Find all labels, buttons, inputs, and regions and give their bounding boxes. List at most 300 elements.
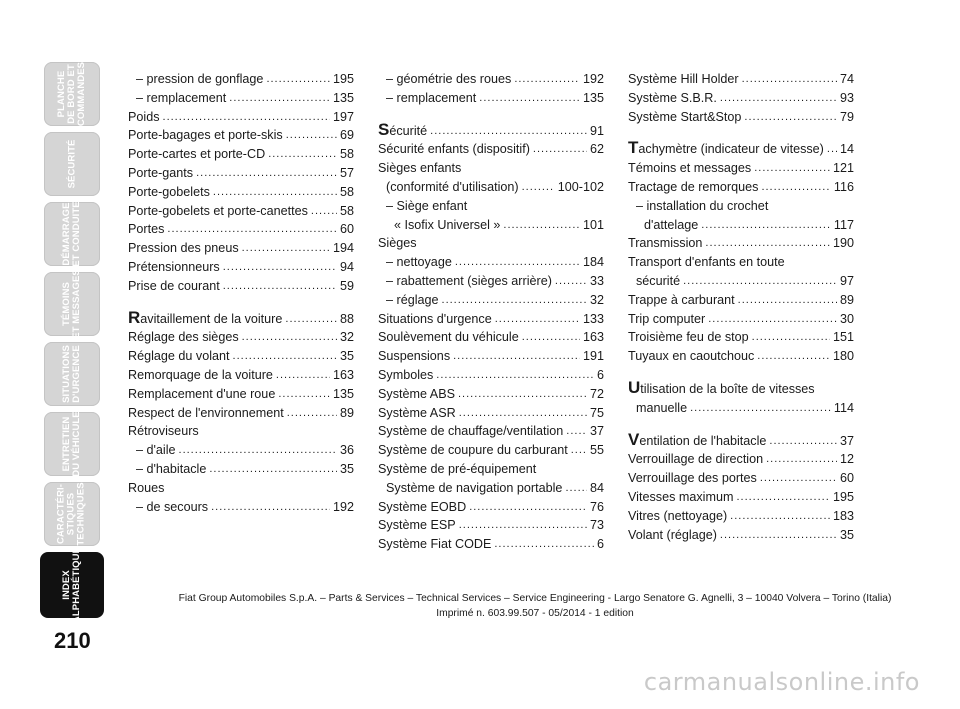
entry-label: Sièges	[378, 236, 417, 251]
entry-text	[628, 255, 785, 269]
dot-leader	[701, 216, 831, 235]
entry-label: écurité	[389, 123, 428, 138]
dot-leader	[522, 178, 555, 197]
entry-page: 101	[582, 217, 604, 232]
dot-leader	[720, 89, 837, 108]
entry-label: Porte-gobelets et porte-canettes	[128, 203, 308, 218]
entry-text	[628, 178, 758, 197]
entry-page: 89	[339, 405, 354, 420]
entry-label: Système ABS	[378, 386, 455, 401]
index-entry[interactable]	[128, 498, 354, 517]
dot-leader	[233, 347, 337, 366]
index-entry[interactable]	[378, 140, 604, 159]
entry-label: Symboles	[378, 367, 434, 382]
entry-page: 114	[833, 400, 854, 415]
dot-leader	[276, 366, 330, 385]
dot-leader	[459, 516, 587, 535]
tab-label: TÉMOINS ET MESSAGES	[61, 269, 83, 339]
entry-text	[378, 404, 456, 423]
section-initial: V	[628, 429, 640, 449]
entry-page: 117	[833, 217, 854, 232]
entry-text	[136, 498, 208, 517]
tab-temoins[interactable]	[44, 269, 100, 339]
entry-text	[394, 216, 500, 235]
entry-text	[378, 535, 491, 554]
entry-page: 74	[839, 72, 854, 86]
section-initial: U	[628, 377, 641, 397]
index-entry[interactable]	[128, 220, 354, 239]
entry-label: Vitesses maximum	[628, 489, 734, 504]
entry-page: 93	[839, 90, 854, 105]
dot-leader	[436, 366, 594, 385]
index-entry[interactable]	[628, 159, 854, 178]
entry-text	[378, 236, 417, 250]
index-entry[interactable]	[128, 70, 354, 89]
dot-leader	[827, 140, 837, 159]
entry-text	[628, 291, 735, 310]
entry-text	[628, 328, 749, 347]
entry-text	[128, 347, 230, 366]
entry-page: 100-102	[557, 179, 604, 194]
tab-entretien[interactable]	[44, 412, 100, 476]
entry-label: Vitres (nettoyage)	[628, 508, 728, 523]
index-entry[interactable]	[628, 347, 854, 366]
entry-text	[378, 385, 455, 404]
entry-page: 192	[582, 72, 604, 86]
index-entry[interactable]	[128, 277, 354, 296]
entry-label: Suspensions	[378, 349, 451, 364]
entry-label: – réglage	[386, 292, 439, 307]
index-entry[interactable]	[128, 404, 354, 423]
dot-leader	[455, 253, 580, 272]
entry-page: 190	[832, 236, 854, 251]
entry-text	[378, 462, 536, 476]
dot-leader	[494, 535, 594, 554]
index-entry[interactable]	[378, 385, 604, 404]
entry-label: Système ESP	[378, 518, 456, 533]
entry-label: Remplacement d'une roue	[128, 386, 276, 401]
index-entry[interactable]	[128, 145, 354, 164]
section-initial: R	[128, 307, 141, 327]
entry-label: – Siège enfant	[386, 198, 468, 213]
dot-leader	[268, 145, 337, 164]
entry-text	[128, 385, 275, 404]
index-entry[interactable]	[128, 441, 354, 460]
dot-leader	[286, 126, 337, 145]
entry-text	[386, 272, 552, 291]
entry-page: 91	[589, 123, 604, 138]
tab-label: PLANCHE DE BORD ET COMMANDES	[56, 61, 88, 127]
index-heading	[378, 197, 604, 216]
entry-page: 97	[839, 273, 854, 288]
entry-text	[378, 516, 456, 535]
entry-text	[628, 450, 763, 469]
entry-label: Soulèvement du véhicule	[378, 330, 519, 345]
entry-page: 192	[332, 499, 354, 514]
entry-page: 58	[339, 147, 354, 162]
entry-text	[128, 126, 283, 145]
dot-leader	[163, 108, 330, 127]
index-entry[interactable]	[128, 89, 354, 108]
entry-text	[628, 70, 739, 89]
entry-label: Trappe à carburant	[628, 292, 735, 307]
entry-label: Transport d'enfants en toute	[628, 255, 785, 270]
index-heading	[378, 234, 604, 253]
tab-index-alphabetique[interactable]	[40, 546, 104, 624]
entry-page: 135	[332, 90, 354, 105]
index-entry[interactable]	[628, 272, 854, 291]
dot-leader	[242, 328, 337, 347]
index-entry[interactable]	[128, 183, 354, 202]
entry-text	[128, 202, 308, 221]
entry-text	[136, 70, 263, 89]
index-heading	[628, 197, 854, 216]
entry-text	[628, 507, 727, 526]
index-entry[interactable]	[378, 216, 604, 235]
entry-label: Système Fiat CODE	[378, 537, 492, 552]
entry-label: avitaillement de la voiture	[140, 311, 283, 326]
entry-text	[136, 441, 176, 460]
index-entry[interactable]	[378, 366, 604, 385]
index-entry[interactable]	[628, 234, 854, 253]
entry-page: 135	[582, 90, 604, 105]
entry-text	[128, 258, 220, 277]
tab-securite[interactable]	[44, 132, 100, 196]
index-entry[interactable]	[628, 216, 854, 235]
index-entry[interactable]	[378, 441, 604, 460]
entry-text	[628, 347, 754, 366]
index-entry[interactable]	[628, 507, 854, 526]
index-entry[interactable]	[378, 272, 604, 291]
entry-text	[628, 377, 815, 397]
entry-text	[628, 526, 717, 545]
entry-page: 88	[339, 311, 354, 326]
entry-label: Système ASR	[378, 405, 456, 420]
watermark: carmanualsonline.info	[643, 668, 920, 696]
index-entry[interactable]	[128, 239, 354, 258]
dot-leader	[442, 291, 587, 310]
entry-page: 121	[832, 161, 854, 176]
entry-text	[628, 108, 741, 127]
index-column-3	[628, 70, 854, 544]
index-heading	[378, 460, 604, 479]
entry-label: Rétroviseurs	[128, 424, 199, 439]
entry-label: Système de pré-équipement	[378, 461, 537, 476]
entry-page: 163	[582, 330, 604, 345]
entry-label: Tuyaux en caoutchouc	[628, 349, 755, 364]
index-entry[interactable]	[378, 347, 604, 366]
index-entry[interactable]	[378, 328, 604, 347]
entry-label: – d'aile	[136, 443, 176, 458]
entry-text	[628, 139, 824, 159]
entry-text	[128, 239, 239, 258]
entry-label: Prise de courant	[128, 278, 220, 293]
index-entry[interactable]	[128, 258, 354, 277]
index-heading	[128, 422, 354, 441]
dot-leader	[453, 347, 580, 366]
entry-text	[128, 164, 193, 183]
dot-leader	[769, 432, 837, 451]
section-initial: T	[628, 138, 639, 158]
entry-label: Système S.B.R.	[628, 90, 717, 105]
dot-leader	[708, 310, 837, 329]
entry-text	[128, 277, 220, 296]
page-number: 210	[54, 628, 91, 653]
index-entry[interactable]	[628, 89, 854, 108]
entry-text	[378, 140, 530, 159]
dot-leader	[742, 70, 837, 89]
entry-label: Système de chauffage/ventilation	[378, 424, 564, 439]
section-gap	[628, 126, 854, 139]
entry-page: 72	[589, 386, 604, 401]
entry-label: achymètre (indicateur de vitesse)	[638, 142, 824, 157]
index-entry[interactable]	[128, 164, 354, 183]
entry-page: 30	[839, 311, 854, 326]
dot-leader	[744, 108, 837, 127]
index-heading	[128, 479, 354, 498]
entry-text	[378, 310, 492, 329]
index-entry[interactable]	[378, 535, 604, 554]
dot-leader	[211, 498, 330, 517]
footer-publisher: Fiat Group Automobiles S.p.A. – Parts & Services – Technical Services – Service Engineering - Largo Senatore G. Agnelli, 3 – 10040 Volvera – Torino (Italia)	[178, 593, 892, 604]
tab-demarrage[interactable]	[44, 202, 100, 266]
index-entry[interactable]	[628, 450, 854, 469]
index-entry[interactable]	[628, 488, 854, 507]
index-entry[interactable]	[628, 70, 854, 89]
index-entry[interactable]	[128, 126, 354, 145]
entry-text	[136, 89, 226, 108]
entry-page: 32	[339, 330, 354, 345]
entry-label: – remplacement	[386, 90, 477, 105]
index-entry[interactable]	[378, 516, 604, 535]
entry-label: – remplacement	[136, 90, 227, 105]
index-entry[interactable]	[628, 526, 854, 545]
entry-text	[378, 422, 563, 441]
index-entry[interactable]	[128, 108, 354, 127]
entry-label: entilation de l'habitacle	[639, 433, 767, 448]
entry-page: 60	[339, 222, 354, 237]
entry-text	[128, 424, 199, 438]
entry-text	[628, 89, 717, 108]
entry-page: 14	[839, 142, 854, 157]
entry-label: Pression des pneus	[128, 241, 239, 256]
tab-label: INDEX ALPHABÉTIQUE	[61, 546, 82, 624]
index-entry[interactable]	[628, 291, 854, 310]
entry-page: 59	[339, 278, 354, 293]
index-entry[interactable]	[378, 422, 604, 441]
index-entry[interactable]	[128, 385, 354, 404]
entry-text	[386, 199, 467, 213]
dot-leader	[223, 277, 337, 296]
tab-caracteristiques[interactable]	[44, 482, 100, 546]
entry-page: 94	[339, 259, 354, 274]
index-heading	[378, 159, 604, 178]
entry-page: 75	[589, 405, 604, 420]
dot-leader	[761, 178, 830, 197]
entry-label: Système Start&Stop	[628, 109, 742, 124]
dot-leader	[514, 70, 580, 89]
entry-page: 197	[332, 109, 354, 124]
entry-text	[378, 498, 466, 517]
entry-page: 69	[339, 128, 354, 143]
entry-page: 6	[596, 537, 604, 552]
dot-leader	[738, 291, 837, 310]
entry-label: Verrouillage de direction	[628, 452, 764, 467]
dot-leader	[459, 404, 587, 423]
dot-leader	[690, 399, 831, 418]
entry-page: 135	[332, 386, 354, 401]
index-entry[interactable]	[628, 178, 854, 197]
index-column-1	[128, 70, 354, 516]
entry-text	[386, 70, 511, 89]
index-heading	[628, 379, 854, 399]
dot-leader	[720, 526, 837, 545]
entry-page: 35	[339, 349, 354, 364]
index-entry[interactable]	[628, 310, 854, 329]
tab-label: ENTRETIEN DU VÉHICULE	[61, 411, 82, 477]
entry-label: Transmission	[628, 236, 703, 251]
dot-leader	[495, 310, 580, 329]
entry-label: – d'habitacle	[136, 461, 207, 476]
entry-label: manuelle	[636, 400, 688, 415]
entry-page: 55	[589, 443, 604, 458]
entry-page: 163	[332, 367, 354, 382]
index-entry[interactable]	[628, 431, 854, 451]
entry-label: Troisième feu de stop	[628, 330, 749, 345]
chapter-tabs	[40, 62, 104, 622]
entry-label: Système EOBD	[378, 499, 467, 514]
entry-label: Système de coupure du carburant	[378, 443, 568, 458]
entry-text	[636, 199, 768, 213]
entry-label: Sécurité enfants (dispositif)	[378, 142, 530, 157]
index-entry[interactable]	[128, 347, 354, 366]
section-gap	[628, 366, 854, 379]
entry-label: Porte-bagages et porte-skis	[128, 128, 283, 143]
entry-label: tilisation de la boîte de vitesses	[640, 381, 815, 396]
entry-page: 35	[839, 527, 854, 542]
entry-label: Respect de l'environnement	[128, 405, 284, 420]
tab-label: SÉCURITÉ	[66, 139, 77, 189]
dot-leader	[179, 441, 337, 460]
index-entry[interactable]	[628, 328, 854, 347]
entry-page: 194	[332, 241, 354, 256]
entry-text	[378, 161, 461, 175]
entry-page: 76	[589, 499, 604, 514]
entry-label: Roues	[128, 480, 165, 495]
index-entry[interactable]	[378, 253, 604, 272]
dot-leader	[196, 164, 337, 183]
entry-page: 35	[339, 461, 354, 476]
index-entry[interactable]	[128, 309, 354, 329]
index-entry[interactable]	[378, 89, 604, 108]
index-entry[interactable]	[128, 328, 354, 347]
index-entry[interactable]	[128, 366, 354, 385]
entry-label: – rabattement (sièges arrière)	[386, 273, 552, 288]
tab-situations-urgence[interactable]	[44, 342, 100, 406]
entry-label: Porte-gants	[128, 165, 194, 180]
entry-label: Remorquage de la voiture	[128, 367, 273, 382]
dot-leader	[522, 328, 580, 347]
entry-text	[128, 183, 210, 202]
entry-page: 151	[832, 330, 854, 345]
index-entry[interactable]	[378, 498, 604, 517]
entry-label: Tractage de remorques	[628, 179, 759, 194]
tab-planche-de-bord[interactable]	[44, 62, 100, 126]
index-entry[interactable]	[378, 310, 604, 329]
dot-leader	[213, 183, 337, 202]
entry-label: Porte-cartes et porte-CD	[128, 147, 266, 162]
entry-page: 195	[832, 489, 854, 504]
entry-page: 183	[832, 508, 854, 523]
entry-text	[136, 460, 206, 479]
entry-text	[628, 234, 702, 253]
index-entry[interactable]	[628, 399, 854, 418]
entry-text	[128, 404, 284, 423]
index-entry[interactable]	[128, 460, 354, 479]
entry-label: Porte-gobelets	[128, 184, 210, 199]
dot-leader	[730, 507, 830, 526]
index-entry[interactable]	[378, 70, 604, 89]
entry-text	[128, 328, 239, 347]
entry-text	[628, 159, 751, 178]
entry-page: 180	[832, 349, 854, 364]
index-entry[interactable]	[628, 469, 854, 488]
entry-label: Système de navigation portable	[386, 480, 563, 495]
entry-text	[628, 310, 705, 329]
entry-text	[628, 469, 757, 488]
index-entry[interactable]	[378, 404, 604, 423]
entry-text	[128, 108, 160, 127]
dot-leader	[167, 220, 337, 239]
entry-text	[128, 309, 282, 329]
tab-label: SITUATIONS D'URGENCE	[61, 345, 83, 403]
entry-text	[386, 253, 452, 272]
dot-leader	[209, 460, 337, 479]
dot-leader	[757, 347, 830, 366]
index-entry[interactable]	[378, 178, 604, 197]
entry-label: Témoins et messages	[628, 161, 752, 176]
entry-page: 58	[339, 203, 354, 218]
dot-leader	[705, 234, 830, 253]
entry-page: 37	[839, 433, 854, 448]
dot-leader	[683, 272, 837, 291]
index-entry[interactable]	[628, 108, 854, 127]
dot-leader	[555, 272, 587, 291]
entry-label: Prétensionneurs	[128, 259, 220, 274]
entry-label: Système Hill Holder	[628, 72, 739, 86]
index-entry[interactable]	[628, 139, 854, 159]
entry-page: 37	[589, 424, 604, 439]
dot-leader	[754, 159, 830, 178]
entry-page: 133	[582, 311, 604, 326]
index-entry[interactable]	[378, 291, 604, 310]
tab-label: CARACTÉRI- STIQUES TECHNIQUES	[56, 482, 88, 546]
entry-page: 79	[839, 109, 854, 124]
index-entry[interactable]	[378, 479, 604, 498]
entry-page: 32	[589, 292, 604, 307]
dot-leader	[458, 385, 587, 404]
entry-page: 73	[589, 518, 604, 533]
entry-text	[386, 479, 562, 498]
dot-leader	[503, 216, 580, 235]
index-entry[interactable]	[128, 202, 354, 221]
entry-text	[378, 366, 433, 385]
entry-page: 60	[839, 471, 854, 486]
dot-leader	[766, 450, 837, 469]
index-entry[interactable]	[378, 121, 604, 141]
entry-text	[636, 399, 687, 418]
dot-leader	[229, 89, 330, 108]
